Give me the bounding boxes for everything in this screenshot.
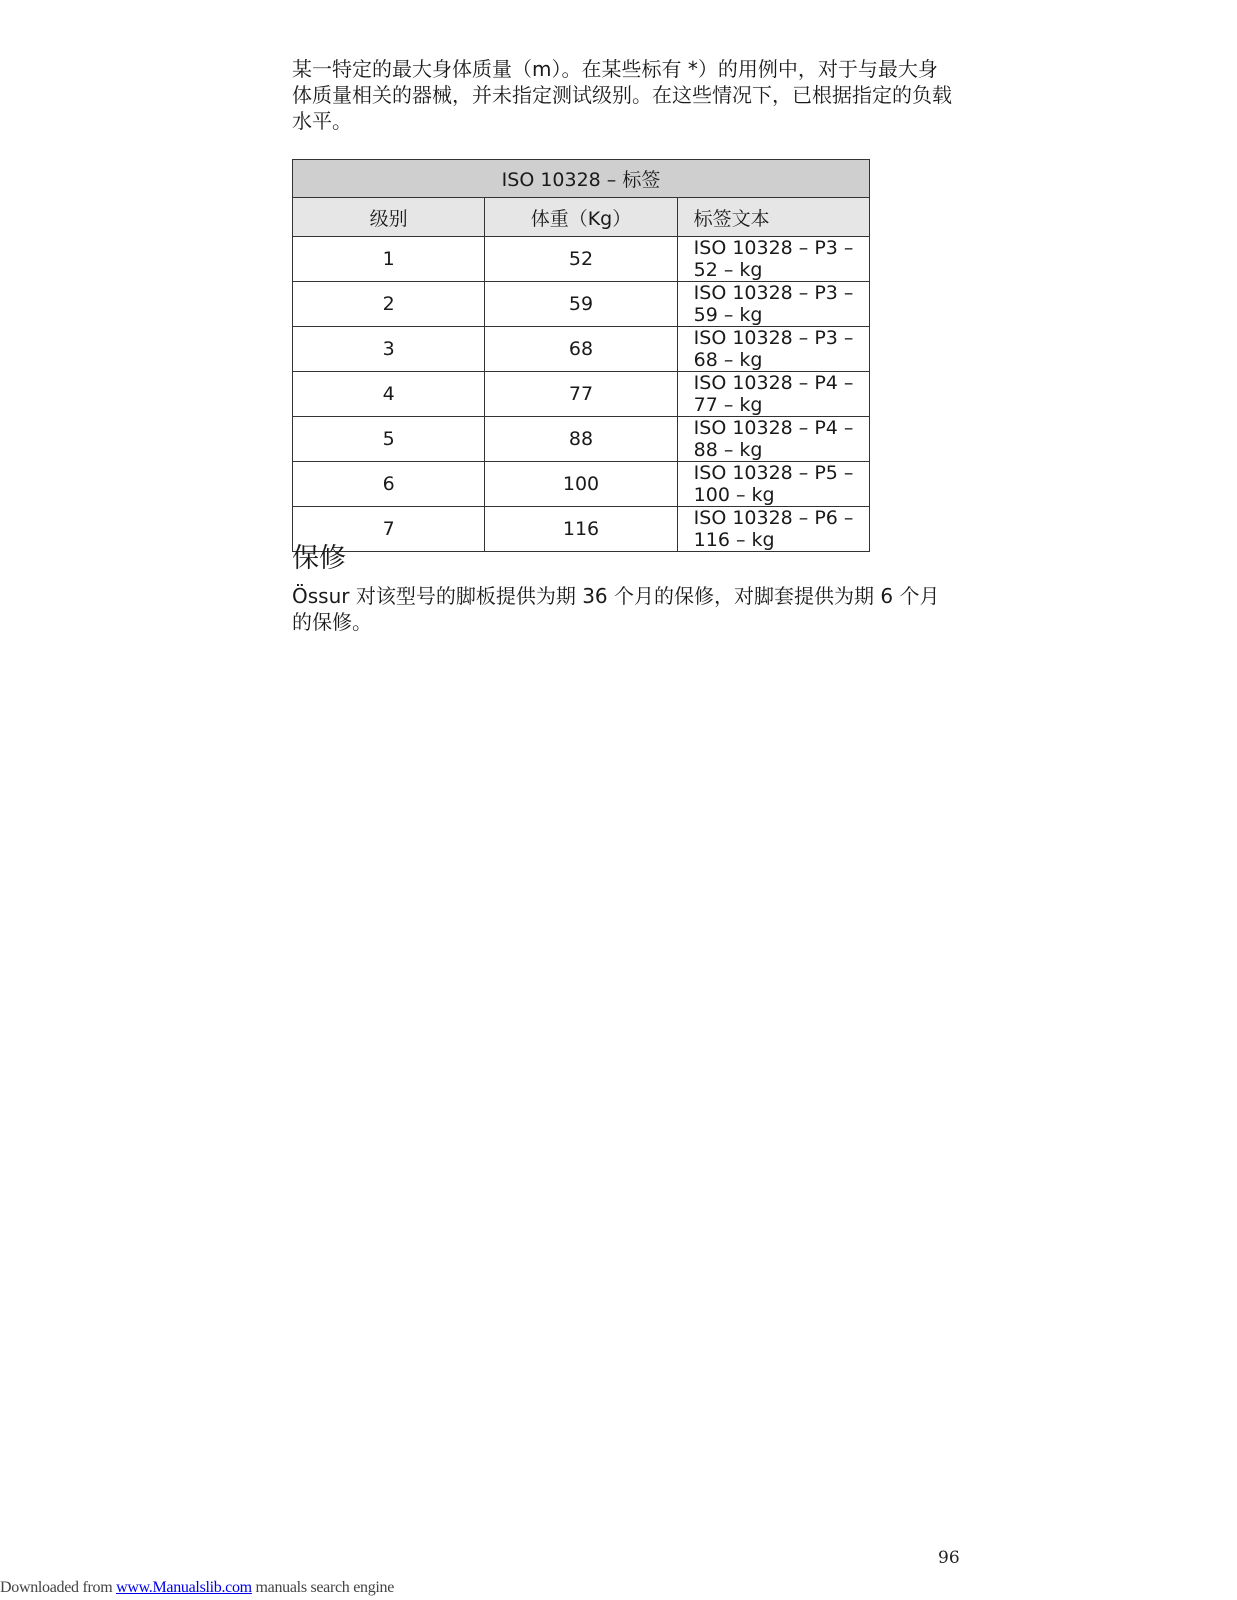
cell-weight: 59	[485, 282, 677, 327]
table-title-row	[293, 160, 870, 198]
table-row	[293, 282, 870, 327]
cell-label-text: ISO 10328 – P4 – 77 – kg	[677, 372, 869, 417]
table-row	[293, 507, 870, 552]
table-row	[293, 372, 870, 417]
download-footer	[0, 1579, 394, 1597]
table-row	[293, 462, 870, 507]
cell-weight: 52	[485, 237, 677, 282]
table-header-row	[293, 198, 870, 237]
header-level: 级别	[293, 198, 485, 237]
iso-label-table	[292, 159, 870, 552]
table-title: ISO 10328 – 标签	[293, 160, 870, 198]
manualslib-link[interactable]: www.Manualslib.com	[116, 1579, 252, 1596]
table-row	[293, 417, 870, 462]
warranty-heading: 保修	[292, 543, 346, 574]
table-row	[293, 237, 870, 282]
cell-level: 6	[293, 462, 485, 507]
footer-suffix: manuals search engine	[251, 1579, 395, 1596]
cell-label-text: ISO 10328 – P4 – 88 – kg	[677, 417, 869, 462]
intro-paragraph: 某一特定的最大身体质量（m）。在某些标有 *）的用例中，对于与最大身体质量相关的器械，并未指定测试级别。在这些情况下，已根据指定的负载水平。	[292, 57, 952, 133]
cell-level: 2	[293, 282, 485, 327]
cell-level: 1	[293, 237, 485, 282]
warranty-paragraph: Össur 对该型号的脚板提供为期 36 个月的保修，对脚套提供为期 6 个月的保修。	[292, 584, 940, 634]
cell-label-text: ISO 10328 – P5 – 100 – kg	[677, 462, 869, 507]
header-label-text: 标签文本	[677, 198, 869, 237]
cell-weight: 77	[485, 372, 677, 417]
cell-label-text: ISO 10328 – P6 – 116 – kg	[677, 507, 869, 552]
cell-level: 4	[293, 372, 485, 417]
cell-weight: 88	[485, 417, 677, 462]
cell-weight: 68	[485, 327, 677, 372]
cell-weight: 116	[485, 507, 677, 552]
footer-prefix: Downloaded from	[0, 1579, 117, 1596]
cell-level: 7	[293, 507, 485, 552]
cell-label-text: ISO 10328 – P3 – 52 – kg	[677, 237, 869, 282]
cell-level: 3	[293, 327, 485, 372]
cell-weight: 100	[485, 462, 677, 507]
page-number: 96	[938, 1548, 960, 1568]
table-row	[293, 327, 870, 372]
cell-level: 5	[293, 417, 485, 462]
cell-label-text: ISO 10328 – P3 – 59 – kg	[677, 282, 869, 327]
header-weight: 体重（Kg）	[485, 198, 677, 237]
cell-label-text: ISO 10328 – P3 – 68 – kg	[677, 327, 869, 372]
